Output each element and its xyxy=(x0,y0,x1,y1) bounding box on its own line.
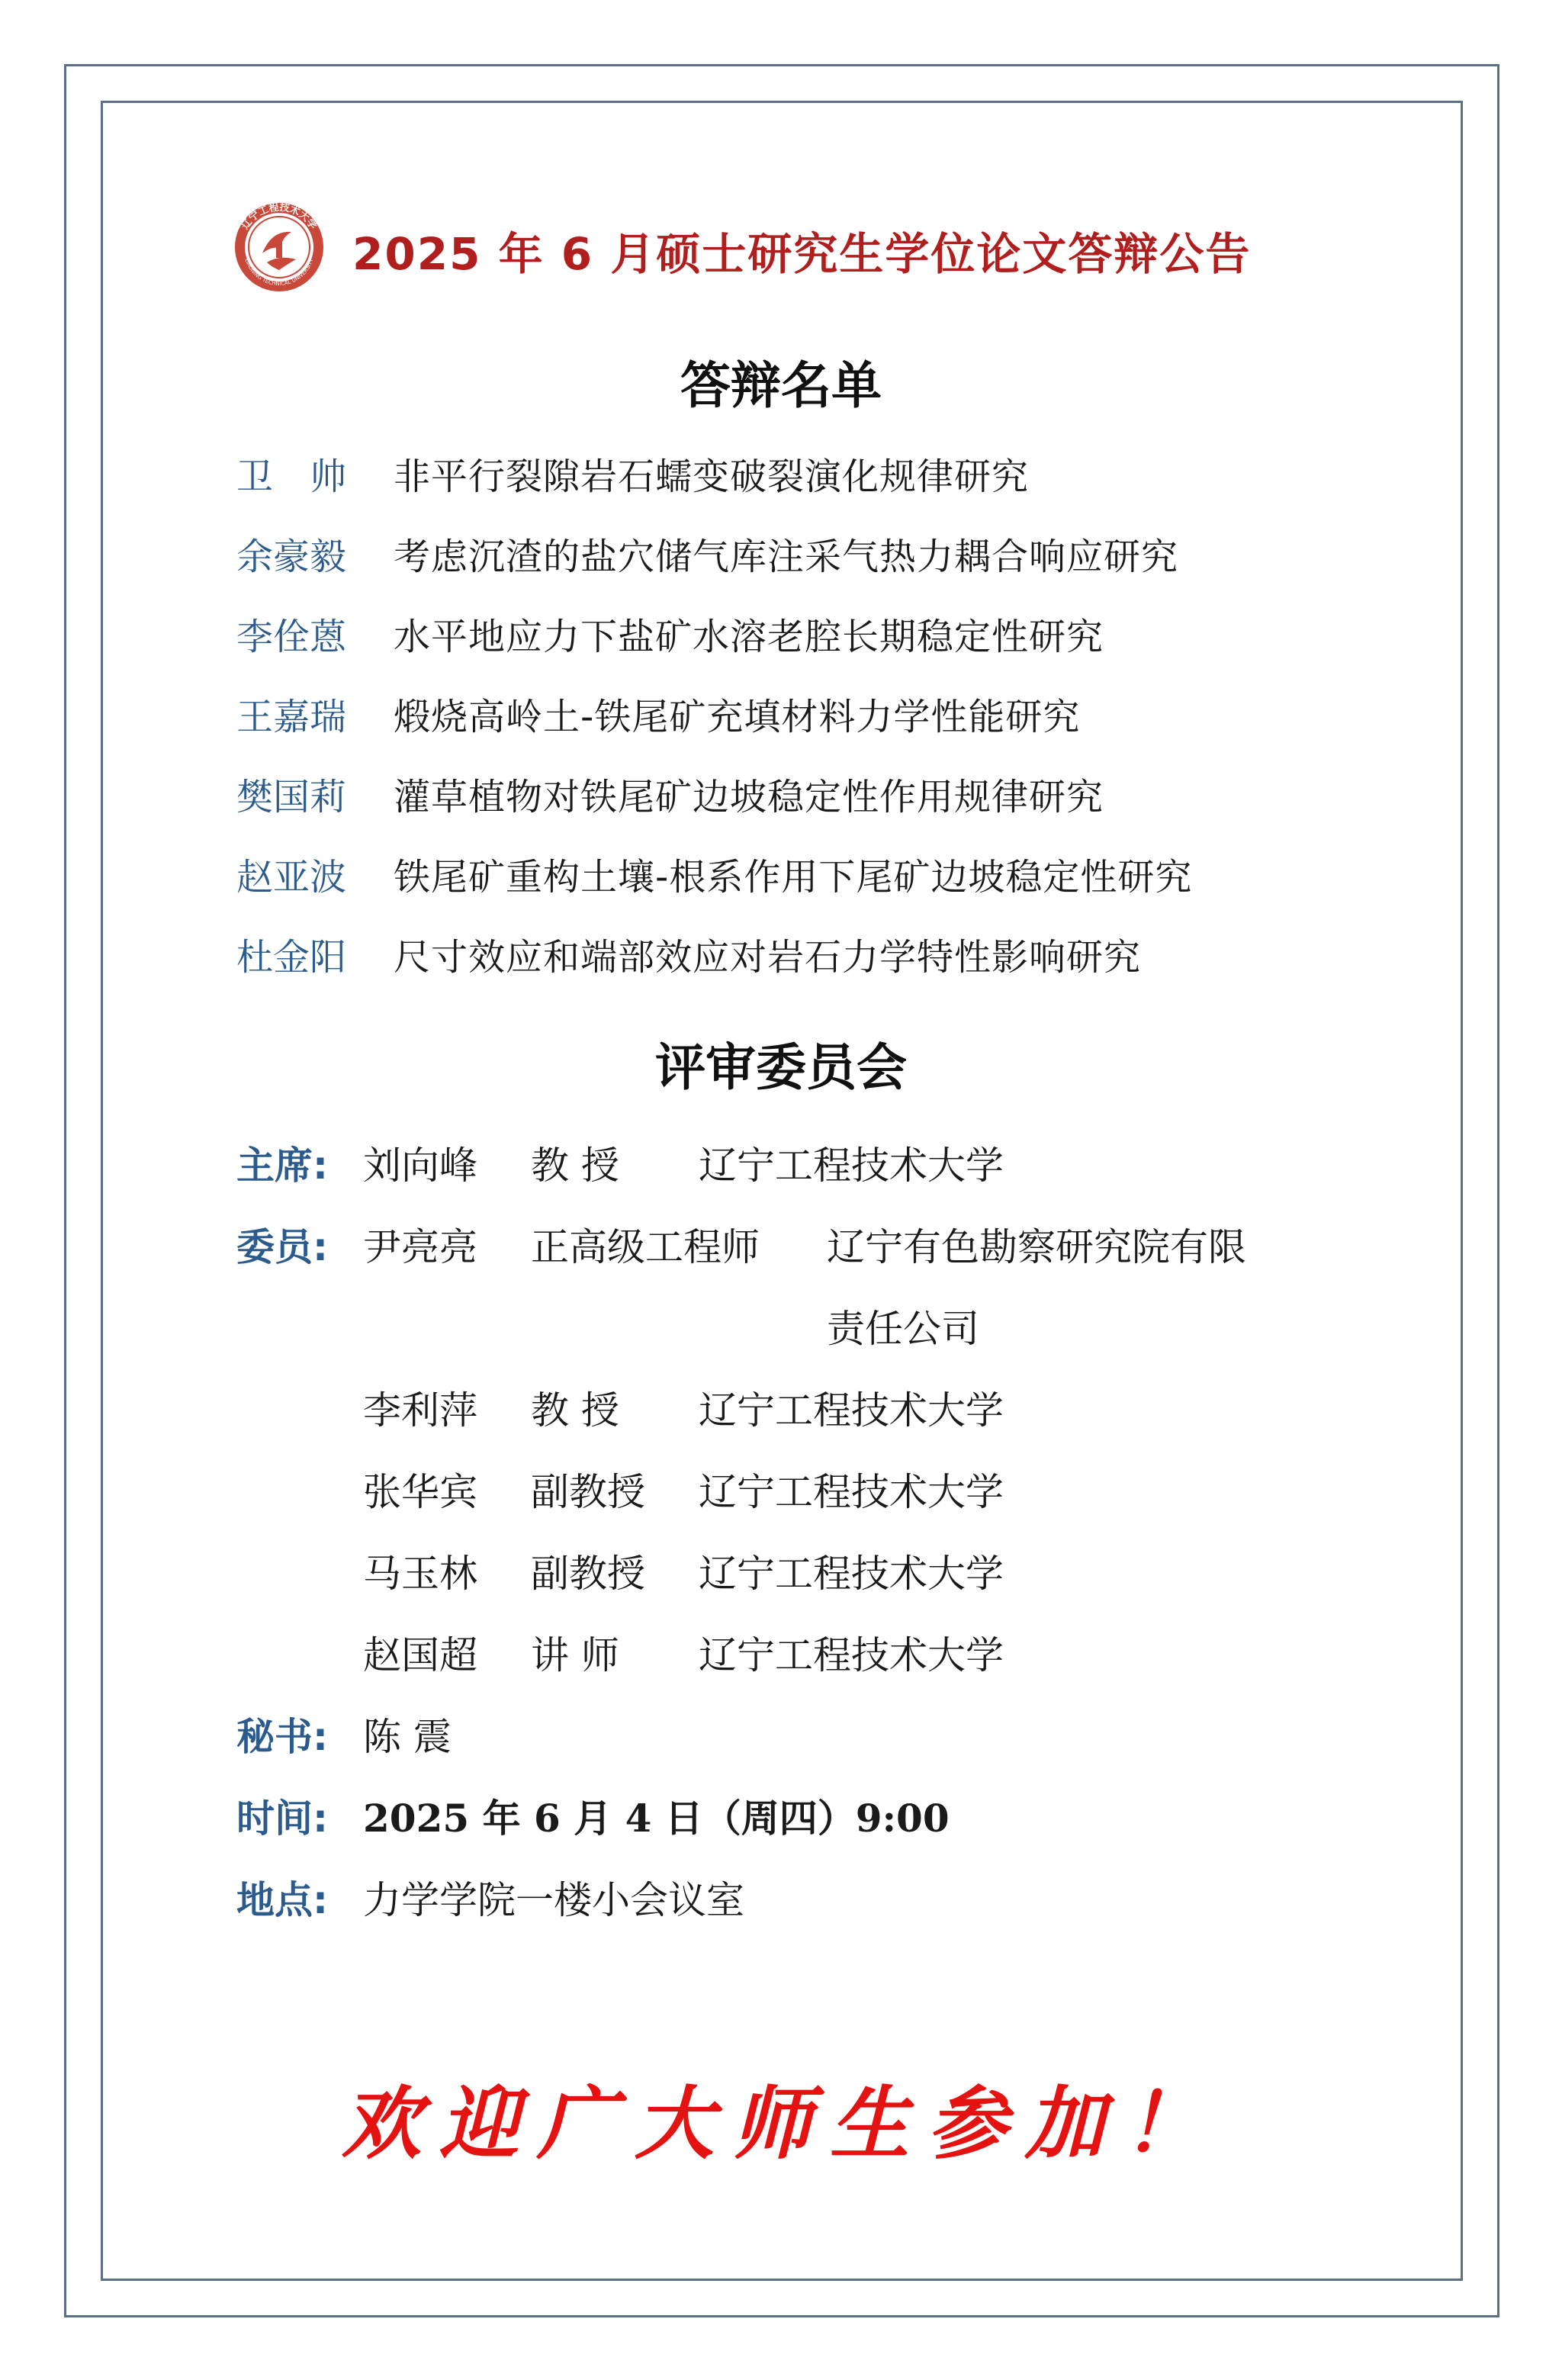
member-institution: 辽宁工程技术大学 xyxy=(699,1143,1004,1188)
welcome-message: 欢迎广大师生参加！ xyxy=(341,2076,1220,2170)
student-name: 卫帅 xyxy=(236,455,384,498)
member-institution: 辽宁工程技术大学 xyxy=(699,1552,1004,1596)
student-name: 赵亚波 xyxy=(236,856,347,899)
member-title: 副教授 xyxy=(531,1552,645,1596)
member-title: 副教授 xyxy=(531,1470,645,1514)
seal-text-top: 辽宁工程技术大学 xyxy=(239,201,319,232)
student-name: 杜金阳 xyxy=(236,936,347,979)
secretary-name: 陈 震 xyxy=(363,1715,452,1759)
student-name: 王嘉瑞 xyxy=(236,696,347,738)
secretary-row xyxy=(236,1691,1457,1773)
list-item xyxy=(236,914,1380,994)
committee-member-row xyxy=(236,1365,1457,1446)
thesis-topic: 尺寸效应和端部效应对岩石力学特性影响研究 xyxy=(394,936,1142,979)
member-institution: 辽宁工程技术大学 xyxy=(699,1633,1004,1677)
thesis-topic: 铁尾矿重构土壤-根系作用下尾矿边坡稳定性研究 xyxy=(394,856,1193,899)
committee-heading: 评审委员会 xyxy=(655,1038,907,1097)
place-label: 地点: xyxy=(236,1878,328,1922)
member-name: 张华宾 xyxy=(363,1470,477,1514)
time-row xyxy=(236,1773,1457,1854)
committee-member-row xyxy=(236,1446,1457,1528)
member-name: 赵国超 xyxy=(363,1633,477,1677)
seal-text-bottom: LIAONING TECHNICAL UNIVERSITY xyxy=(243,258,315,288)
committee-member-row xyxy=(236,1528,1457,1610)
committee-list xyxy=(236,1120,1457,1936)
place-row xyxy=(236,1854,1457,1936)
member-institution: 辽宁工程技术大学 xyxy=(699,1470,1004,1514)
thesis-topic: 非平行裂隙岩石蠕变破裂演化规律研究 xyxy=(394,455,1030,498)
thesis-topic: 灌草植物对铁尾矿边坡稳定性作用规律研究 xyxy=(394,776,1104,819)
member-institution-cont: 责任公司 xyxy=(827,1307,979,1351)
member-title: 教 授 xyxy=(531,1388,619,1433)
student-name: 樊国莉 xyxy=(236,776,347,819)
list-item xyxy=(236,593,1380,674)
chair-label: 主席: xyxy=(236,1143,328,1188)
committee-member-row xyxy=(236,1610,1457,1691)
member-label: 委员: xyxy=(236,1225,328,1269)
member-institution: 辽宁有色勘察研究院有限 xyxy=(827,1225,1246,1269)
time-label: 时间: xyxy=(236,1796,328,1841)
member-title: 教 授 xyxy=(531,1143,619,1188)
defense-time: 2025 年 6 月 4 日（周四）9:00 xyxy=(363,1796,950,1841)
list-item xyxy=(236,754,1380,834)
member-name: 尹亮亮 xyxy=(363,1225,477,1269)
university-seal-icon xyxy=(232,200,326,294)
member-title: 正高级工程师 xyxy=(531,1225,760,1269)
page-title: 2025 年 6 月硕士研究生学位论文答辩公告 xyxy=(352,228,1252,280)
defense-list-heading: 答辩名单 xyxy=(680,356,882,415)
thesis-topic: 煅烧高岭土-铁尾矿充填材料力学性能研究 xyxy=(394,696,1081,738)
list-item xyxy=(236,433,1380,513)
member-name: 马玉林 xyxy=(363,1552,477,1596)
list-item xyxy=(236,513,1380,593)
member-name: 刘向峰 xyxy=(363,1143,477,1188)
secretary-label: 秘书: xyxy=(236,1715,328,1759)
defense-list xyxy=(236,433,1380,994)
thesis-topic: 考虑沉渣的盐穴储气库注采气热力耦合响应研究 xyxy=(394,536,1179,578)
member-title: 讲 师 xyxy=(531,1633,619,1677)
committee-chair-row xyxy=(236,1120,1457,1201)
student-name: 李佺蒽 xyxy=(236,616,347,658)
member-institution: 辽宁工程技术大学 xyxy=(699,1388,1004,1433)
member-name: 李利萍 xyxy=(363,1388,477,1433)
committee-member-row xyxy=(236,1201,1457,1283)
list-item xyxy=(236,674,1380,754)
student-name: 余豪毅 xyxy=(236,536,347,578)
list-item xyxy=(236,834,1380,914)
committee-member-row-cont xyxy=(236,1283,1457,1365)
thesis-topic: 水平地应力下盐矿水溶老腔长期稳定性研究 xyxy=(394,616,1104,658)
defense-place: 力学学院一楼小会议室 xyxy=(363,1878,744,1922)
